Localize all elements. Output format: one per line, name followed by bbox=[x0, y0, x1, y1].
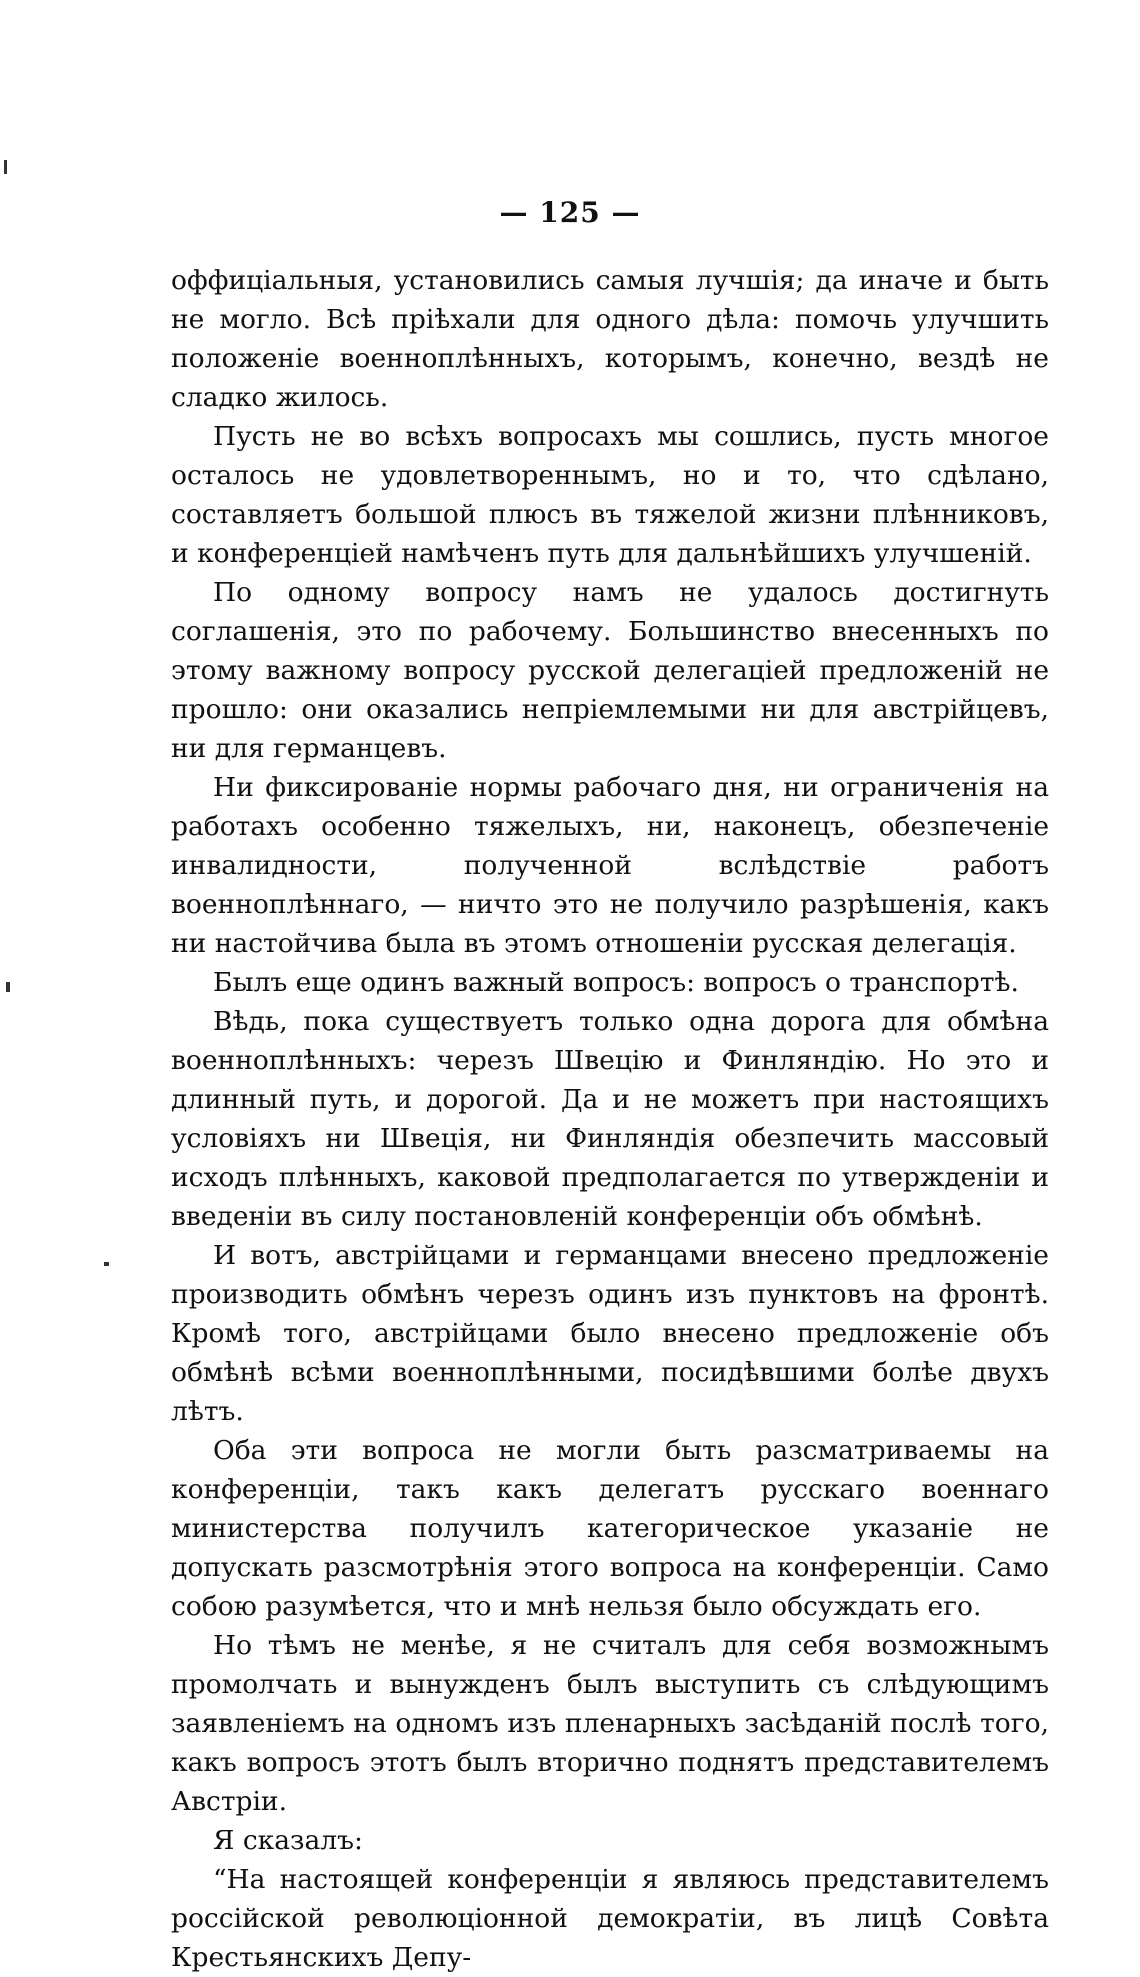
paragraph-5: Былъ еще одинъ важный вопросъ: вопросъ о транспортѣ. bbox=[213, 967, 1019, 998]
scan-speck bbox=[104, 1262, 109, 1266]
paragraph-10: Я сказалъ: bbox=[213, 1825, 363, 1856]
paragraph-9: Но тѣмъ не менѣе, я не считалъ для себя возможнымъ промолчать и вынужденъ былъ выступить съ слѣдующимъ заявленіемъ на одномъ изъ пленарныхъ засѣданій послѣ того, какъ вопросъ этотъ былъ вторично поднятъ представителемъ Австріи. bbox=[171, 1630, 1049, 1817]
scan-speck bbox=[4, 160, 7, 174]
paragraph-8: Оба эти вопроса не могли быть разсматриваемы на конференціи, такъ какъ делегатъ русскаго военнаго министерства получилъ категорическое указаніе не допускать разсмотрѣнія этого вопроса на конференціи. Само собою разумѣется, что и мнѣ нельзя было обсуждать его. bbox=[171, 1435, 1049, 1622]
scan-speck bbox=[6, 982, 10, 992]
body-text bbox=[171, 261, 1049, 1977]
page-number: — 125 — bbox=[499, 196, 641, 229]
paragraph-3: По одному вопросу намъ не удалось достигнуть соглашенія, это по рабочему. Большинство внесенныхъ по этому важному вопросу русской делегаціей предложеній не прошло: они оказались непріемлемыми ни для австрійцевъ, ни для германцевъ. bbox=[171, 577, 1049, 764]
paragraph-7: И вотъ, австрійцами и германцами внесено предложеніе производить обмѣнъ черезъ одинъ изъ пунктовъ на фронтѣ. Кромѣ того, австрійцами было внесено предложеніе объ обмѣнѣ всѣми военноплѣнными, посидѣвшими болѣе двухъ лѣтъ. bbox=[171, 1240, 1049, 1427]
paragraph-1: оффиціальныя, установились самыя лучшія; да иначе и быть не могло. Всѣ пріѣхали для одного дѣла: помочь улучшить положеніе военноплѣнныхъ, которымъ, конечно, вездѣ не сладко жилось. bbox=[171, 265, 1049, 413]
paragraph-6: Вѣдь, пока существуетъ только одна дорога для обмѣна военноплѣнныхъ: черезъ Швецію и Финляндію. Но это и длинный путь, и дорогой. Да и не можетъ при настоящихъ условіяхъ ни Швеція, ни Финляндія обезпечить массовый исходъ плѣнныхъ, каковой предполагается по утвержденіи и введеніи въ силу постановленій конференціи объ обмѣнѣ. bbox=[171, 1006, 1049, 1232]
paragraph-11: “На настоящей конференціи я являюсь представителемъ россійской революціонной демократіи, въ лицѣ Совѣта Крестьянскихъ Депу- bbox=[171, 1864, 1049, 1973]
paragraph-4: Ни фиксированіе нормы рабочаго дня, ни ограниченія на работахъ особенно тяжелыхъ, ни, наконецъ, обезпеченіе инвалидности, полученной вслѣдствіе работъ военноплѣннаго, — ничто это не получило разрѣшенія, какъ ни настойчива была въ этомъ отношеніи русская делегація. bbox=[171, 772, 1049, 959]
paragraph-2: Пусть не во всѣхъ вопросахъ мы сошлись, пусть многое осталось не удовлетвореннымъ, но и то, что сдѣлано, составляетъ большой плюсъ въ тяжелой жизни плѣнниковъ, и конференціей намѣченъ путь для дальнѣйшихъ улучшеній. bbox=[171, 421, 1049, 569]
